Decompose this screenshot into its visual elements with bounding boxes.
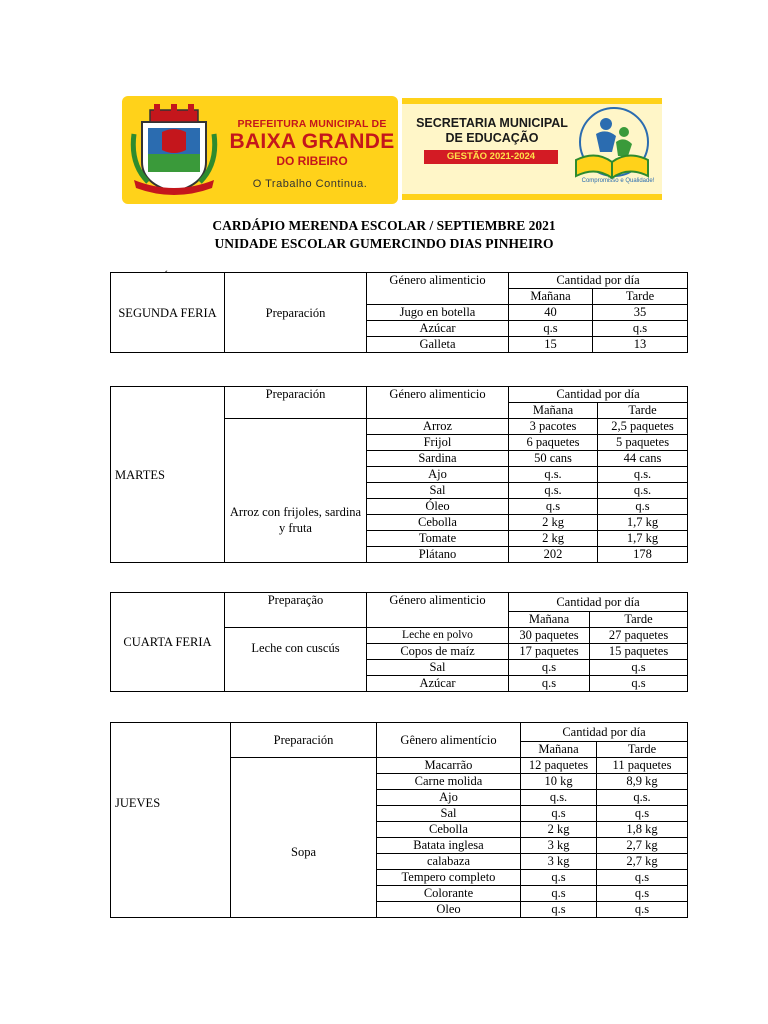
tarde-header: Tarde [590,612,688,628]
stray-mark: ´ [164,268,168,282]
tarde-header: Tarde [598,403,688,419]
item-cell: Copos de maíz [367,644,509,660]
tarde-cell: q.s [597,870,688,886]
manana-cell: 3 pacotes [509,419,598,435]
item-cell: Galleta [367,337,509,353]
item-cell: Colorante [377,886,521,902]
manana-cell: 30 paquetes [509,628,590,644]
item-cell: Leche en polvo [367,628,509,644]
tarde-header: Tarde [593,289,688,305]
item-cell: Frijol [367,435,509,451]
tarde-cell: 2,7 kg [597,854,688,870]
manana-cell: q.s. [509,467,598,483]
cantidad-header: Cantidad por día [509,273,688,289]
item-cell: Azúcar [367,321,509,337]
secretaria-line1: SECRETARIA MUNICIPAL [416,116,568,130]
manana-cell: 2 kg [509,515,598,531]
manana-cell: 6 paquetes [509,435,598,451]
item-cell: Tempero completo [377,870,521,886]
manana-header: Mañana [509,289,593,305]
gestao-badge: GESTÃO 2021-2024 [424,150,558,164]
manana-header: Mañana [509,403,598,419]
city-name: BAIXA GRANDE [229,130,395,153]
menu-table-cuarta [110,592,688,692]
item-cell: Ajo [367,467,509,483]
manana-cell: q.s [521,902,597,918]
manana-cell: 2 kg [509,531,598,547]
day-cell: JUEVES [111,723,231,918]
manana-cell: q.s [509,660,590,676]
manana-cell: 3 kg [521,854,597,870]
tarde-cell: 44 cans [598,451,688,467]
manana-header: Mañana [521,742,597,758]
logo-caption: Compromisso e Qualidade! [581,178,655,184]
manana-cell: q.s. [521,790,597,806]
tarde-cell: q.s [597,902,688,918]
day-cell: MARTES [111,387,225,563]
manana-cell: 2 kg [521,822,597,838]
secretaria-line2: DE EDUCAÇÃO [445,131,539,145]
coat-of-arms-icon [128,104,220,196]
tarde-cell: q.s. [597,790,688,806]
tarde-cell: 35 [593,305,688,321]
item-cell: Azúcar [367,676,509,692]
item-cell: Carne molida [377,774,521,790]
genero-header: Género alimenticio [367,593,509,628]
genero-header: Género alimenticio [367,387,509,419]
tarde-cell: q.s [597,886,688,902]
tarde-cell: q.s [597,806,688,822]
item-cell: Tomate [367,531,509,547]
menu-table-segunda [110,272,688,353]
manana-cell: q.s [509,676,590,692]
item-cell: Oleo [377,902,521,918]
item-cell: Sal [377,806,521,822]
prep-header: Preparación [225,273,367,353]
prep-cell: Sopa [231,758,377,918]
menu-table-martes [110,386,688,563]
tarde-cell: q.s [593,321,688,337]
menu-table-jueves [110,722,688,918]
manana-cell: q.s [509,499,598,515]
manana-cell: 3 kg [521,838,597,854]
manana-cell: q.s. [509,483,598,499]
cantidad-header: Cantidad por día [509,387,688,403]
item-cell: Batata inglesa [377,838,521,854]
city-subtitle: DO RIBEIRO [276,154,348,168]
tarde-cell: 2,5 paquetes [598,419,688,435]
tarde-cell: 1,7 kg [598,515,688,531]
prefeitura-line: PREFEITURA MUNICIPAL DE [237,118,387,130]
manana-cell: 50 cans [509,451,598,467]
item-cell: Cebolla [377,822,521,838]
manana-cell: q.s [509,321,593,337]
tarde-cell: 15 paquetes [590,644,688,660]
manana-cell: 40 [509,305,593,321]
tarde-cell: 1,7 kg [598,531,688,547]
tarde-cell: 11 paquetes [597,758,688,774]
prep-header: Preparação [225,593,367,628]
document-title: CARDÁPIO MERENDA ESCOLAR / SEPTIEMBRE 2021 [212,218,556,233]
school-name: UNIDADE ESCOLAR GUMERCINDO DIAS PINHEIRO [214,236,554,251]
table-row [111,387,688,403]
table-row [111,273,688,289]
tarde-header: Tarde [597,742,688,758]
table-row [111,593,688,612]
prep-header: Preparación [231,723,377,758]
tarde-cell: 2,7 kg [597,838,688,854]
tarde-cell: 8,9 kg [597,774,688,790]
tarde-cell: 13 [593,337,688,353]
manana-cell: 10 kg [521,774,597,790]
item-cell: Arroz [367,419,509,435]
item-cell: Macarrão [377,758,521,774]
genero-header: Gênero alimentício [377,723,521,758]
prep-cell: Arroz con frijoles, sardina y fruta [225,419,367,563]
manana-cell: q.s [521,886,597,902]
tarde-cell: q.s. [598,467,688,483]
tarde-cell: 5 paquetes [598,435,688,451]
manana-cell: q.s [521,806,597,822]
item-cell: calabaza [377,854,521,870]
manana-header: Mañana [509,612,590,628]
item-cell: Sal [367,660,509,676]
tarde-cell: q.s. [598,483,688,499]
manana-cell: 15 [509,337,593,353]
table-row [111,723,688,742]
header-banner [122,96,662,204]
tarde-cell: q.s [590,660,688,676]
slogan: O Trabalho Continua. [252,178,368,190]
day-cell: SEGUNDA FERIA [111,273,225,353]
manana-cell: q.s [521,870,597,886]
item-cell: Plátano [367,547,509,563]
prefeitura-panel [122,96,398,204]
manana-cell: 202 [509,547,598,563]
manana-cell: 17 paquetes [509,644,590,660]
tarde-cell: q.s [598,499,688,515]
item-cell: Ajo [377,790,521,806]
tarde-cell: 178 [598,547,688,563]
tarde-cell: 1,8 kg [597,822,688,838]
item-cell: Sardina [367,451,509,467]
item-cell: Sal [367,483,509,499]
prep-cell: Leche con cuscús [225,628,367,692]
genero-header: Género alimenticio [367,273,509,305]
tarde-cell: 27 paquetes [590,628,688,644]
item-cell: Jugo en botella [367,305,509,321]
item-cell: Óleo [367,499,509,515]
tarde-cell: q.s [590,676,688,692]
day-cell: CUARTA FERIA [111,593,225,692]
manana-cell: 12 paquetes [521,758,597,774]
cantidad-header: Cantidad por día [509,593,688,612]
prep-header: Preparación [225,387,367,419]
cantidad-header: Cantidad por día [521,723,688,742]
item-cell: Cebolla [367,515,509,531]
